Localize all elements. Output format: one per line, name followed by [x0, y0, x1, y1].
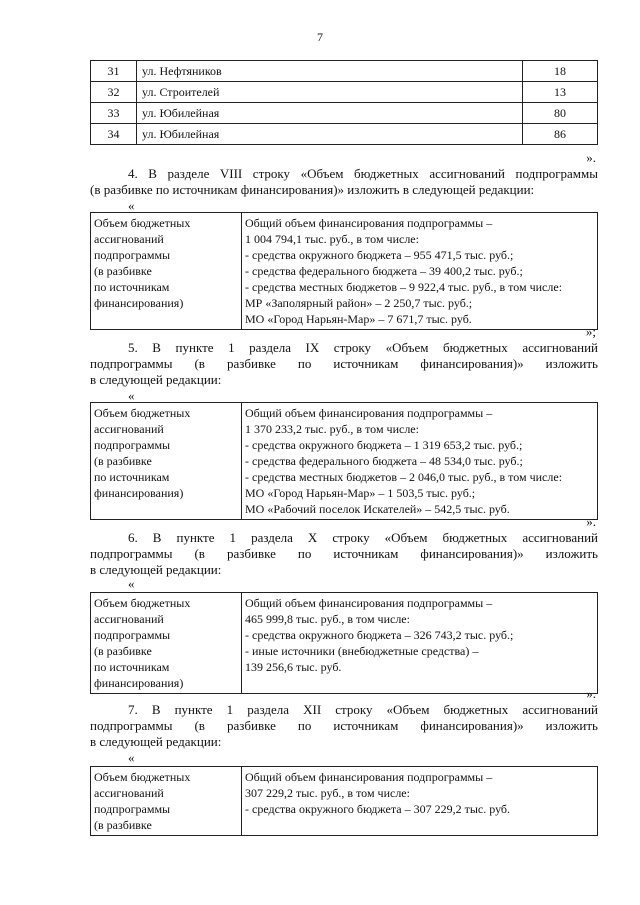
paragraph-line: 5. В пункте 1 раздела IX строку «Объем бюджетных ассигнований — [128, 340, 598, 355]
section-6-closing-quote: ». — [586, 686, 596, 701]
table-row — [91, 124, 598, 145]
table-row — [91, 103, 598, 124]
street-name: ул. Нефтяников — [137, 61, 523, 82]
paragraph-line: подпрограммы (в разбивке по источникам финансирования)» изложить — [90, 356, 598, 371]
label-cell: Объем бюджетных ассигнований подпрограммы (в разбивке — [91, 767, 242, 836]
row-number: 32 — [91, 82, 137, 103]
streets-closing-quote: ». — [586, 150, 596, 165]
page-number: 7 — [317, 30, 323, 44]
table-row — [91, 82, 598, 103]
section-6-open-quote: « — [128, 576, 135, 591]
section-5-open-quote: « — [128, 388, 135, 403]
street-name: ул. Юбилейная — [137, 124, 523, 145]
section-4-table — [90, 212, 598, 330]
section-6-paragraph — [90, 530, 598, 578]
streets-table — [90, 60, 598, 145]
section-7-table — [90, 766, 598, 836]
content-cell: Общий объем финансирования подпрограммы – 465 999,8 тыс. руб., в том числе: - средства окружного бюджета – 326 743,2 тыс. руб.; - иные источники (внебюджетные средства) – 139 256,6 тыс. руб. — [242, 593, 598, 694]
row-value: 80 — [523, 103, 598, 124]
paragraph-line: 7. В пункте 1 раздела XII строку «Объем бюджетных ассигнований — [128, 702, 598, 717]
row-number: 34 — [91, 124, 137, 145]
paragraph-line: 6. В пункте 1 раздела X строку «Объем бюджетных ассигнований — [128, 530, 598, 545]
section-4-paragraph — [90, 166, 598, 198]
content-cell: Общий объем финансирования подпрограммы – 1 004 794,1 тыс. руб., в том числе: - средства окружного бюджета – 955 471,5 тыс. руб.; - средства федерального бюджета – 39 400,2 тыс. руб.; - средства местных бюджетов – 9 922,4 тыс. руб., в том числе: МР «Заполярный район» – 2 250,7 тыс. руб.; МО «Город Нарьян-Мар» – 7 671,7 тыс. руб. — [242, 213, 598, 330]
section-4-open-quote: « — [128, 198, 135, 213]
section-5-paragraph — [90, 340, 598, 388]
label-cell: Объем бюджетных ассигнований подпрограммы (в разбивке по источникам финансирования) — [91, 213, 242, 330]
content-cell: Общий объем финансирования подпрограммы – 1 370 233,2 тыс. руб., в том числе: - средства окружного бюджета – 1 319 653,2 тыс. руб.; - средства федерального бюджета – 48 534,0 тыс. руб.; - средства местных бюджетов – 2 046,0 тыс. руб., в том числе: МО «Город Нарьян-Мар» – 1 503,5 тыс. руб.; МО «Рабочий поселок Искателей» – 542,5 тыс. руб. — [242, 403, 598, 520]
row-value: 13 — [523, 82, 598, 103]
content-cell: Общий объем финансирования подпрограммы – 307 229,2 тыс. руб., в том числе: - средства окружного бюджета – 307 229,2 тыс. руб. — [242, 767, 598, 836]
paragraph-line: 4. В разделе VIII строку «Объем бюджетных ассигнований подпрограммы — [128, 166, 598, 181]
label-cell: Объем бюджетных ассигнований подпрограммы (в разбивке по источникам финансирования) — [91, 403, 242, 520]
row-value: 18 — [523, 61, 598, 82]
row-value: 86 — [523, 124, 598, 145]
paragraph-line: подпрограммы (в разбивке по источникам финансирования)» изложить — [90, 718, 598, 733]
table-row — [91, 61, 598, 82]
paragraph-line: в следующей редакции: — [90, 562, 222, 577]
paragraph-line: в следующей редакции: — [90, 372, 222, 387]
section-6-table — [90, 592, 598, 694]
paragraph-line: (в разбивке по источникам финансирования)» изложить в следующей редакции: — [90, 182, 535, 197]
section-7-paragraph — [90, 702, 598, 750]
paragraph-line: подпрограммы (в разбивке по источникам финансирования)» изложить — [90, 546, 598, 561]
label-cell: Объем бюджетных ассигнований подпрограммы (в разбивке по источникам финансирования) — [91, 593, 242, 694]
street-name: ул. Строителей — [137, 82, 523, 103]
section-7-open-quote: « — [128, 750, 135, 765]
street-name: ул. Юбилейная — [137, 103, 523, 124]
section-5-table — [90, 402, 598, 520]
row-number: 31 — [91, 61, 137, 82]
row-number: 33 — [91, 103, 137, 124]
section-4-closing-quote: »; — [585, 324, 596, 339]
paragraph-line: в следующей редакции: — [90, 734, 222, 749]
section-5-closing-quote: ». — [586, 514, 596, 529]
